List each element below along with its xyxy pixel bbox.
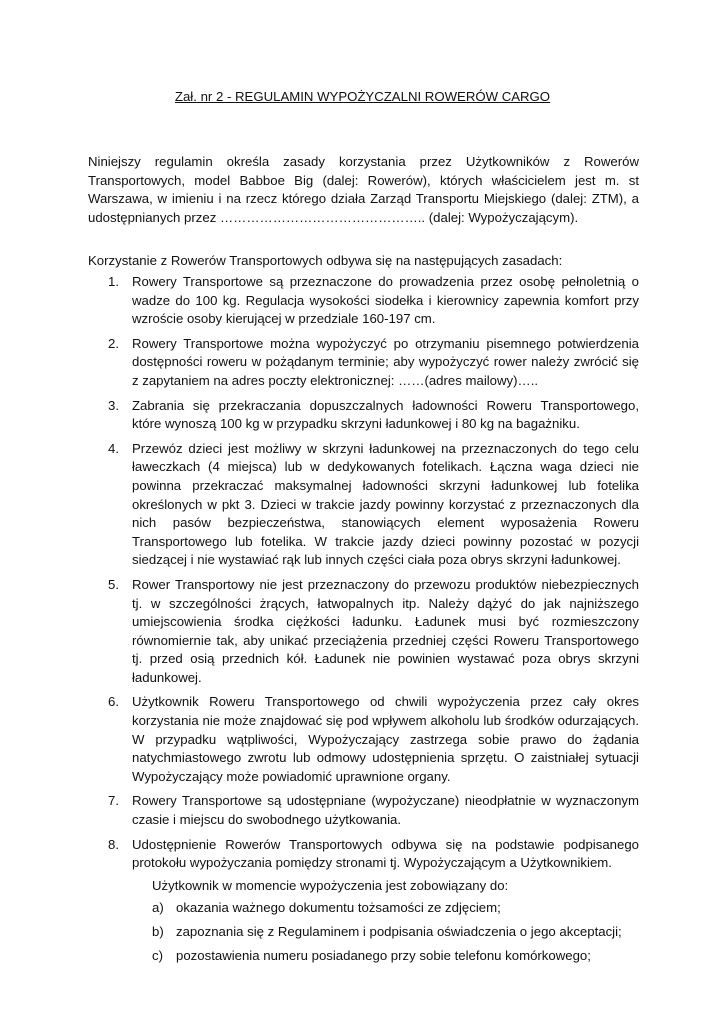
rule-item — [88, 792, 639, 829]
rule-item — [88, 335, 639, 391]
rule-item — [88, 440, 639, 570]
sub-item — [132, 947, 639, 966]
rule-text: Udostępnienie Rowerów Transportowych odbywa się na podstawie podpisanego protokołu wypożyczania pomiędzy stronami tj. Wypożyczającym a Użytkownikiem. — [132, 836, 639, 871]
rule-sub-intro: Użytkownik w momencie wypożyczenia jest zobowiązany do: — [152, 877, 509, 893]
rule-number: 2. — [108, 335, 119, 351]
rules-list — [88, 273, 639, 971]
rule-text: Przewóz dzieci jest możliwy w skrzyni ładunkowej na przeznaczonych do tego celu ławeczkach (4 miejsca) lub w dedykowanych fotelikach. Łączna waga dzieci nie powinna przekraczać maksymalnej ładowności skrzyni ładunkowej lub fotelika określonych w pkt 3. Dzieci w trakcie jazdy powinny korzystać z przeznaczonych dla nich pasów bezpieczeństwa, stanowiących element wyposażenia Roweru Transportowego lub fotelika. W trakcie jazdy dzieci powinny pozostać w pozycji siedzącej i nie wystawiać rąk lub innych części ciała poza obrys skrzyni ładunkowej. — [132, 440, 639, 568]
rule-item — [88, 693, 639, 786]
sub-item-text: pozostawienia numeru posiadanego przy sobie telefonu komórkowego; — [176, 947, 591, 963]
rules-lead: Korzystanie z Rowerów Transportowych odbywa się na następujących zasadach: — [88, 253, 563, 268]
rule-number: 7. — [108, 793, 119, 809]
rule-number: 3. — [108, 397, 119, 413]
rule-text: Rowery Transportowe są udostępniane (wypożyczane) nieodpłatnie w wyznaczonym czasie i miejscu do swobodnego użytkowania. — [132, 793, 639, 828]
rule-text: Rowery Transportowe można wypożyczyć po otrzymaniu pisemnego potwierdzenia dostępności roweru w pożądanym terminie; aby wypożyczyć rower należy zwrócić się z zapytaniem na adres poczty elektronicznej: ……(adres mailowy)….. — [132, 335, 639, 388]
rule-number: 5. — [108, 576, 119, 592]
sub-item — [132, 899, 639, 918]
sub-item-letter: c) — [152, 947, 163, 963]
rule-item — [88, 397, 639, 434]
rule-number: 6. — [108, 694, 119, 710]
document-title: Zał. nr 2 - REGULAMIN WYPOŻYCZALNI ROWERÓW CARGO — [174, 89, 551, 104]
rule-number: 1. — [108, 274, 119, 289]
rule-text: Użytkownik Roweru Transportowego od chwili wypożyczenia przez cały okres korzystania nie może znajdować się pod wpływem alkoholu lub środków odurzających. W przypadku wątpliwości, Wypożyczający zastrzega sobie prawo do żądania natychmiastowego zwrotu lub odmowy udostępnienia sprzętu. O zaistniałej sytuacji Wypożyczający może powiadomić uprawnione organy. — [132, 694, 639, 784]
rule-text: Rower Transportowy nie jest przeznaczony do przewozu produktów niebezpiecznych tj. w szczególności żrących, łatwopalnych itp. Należy dążyć do jak najniższego umiejscowienia środka ciężkości ładunku. Ładunek musi być rozmieszczony równomiernie tak, aby unikać przeciążenia przedniej części Roweru Transportowego tj. przed osią przednich kół. Ładunek nie powinien wystawać poza obrys skrzyni ładunkowej. — [132, 576, 639, 685]
sub-item — [132, 923, 639, 942]
intro-paragraph: Niniejszy regulamin określa zasady korzystania przez Użytkowników z Rowerów Transportowych, model Babboe Big (dalej: Rowerów), których właścicielem jest m. st Warszawa, w imieniu i na rzecz którego działa Zarząd Transportu Miejskiego (dalej: ZTM), a udostępnianych przez ……………………………………….. (dalej: Wypożyczającym). — [88, 154, 639, 225]
rule-item — [88, 576, 639, 688]
sub-item-text: okazania ważnego dokumentu tożsamości ze zdjęciem; — [176, 900, 501, 916]
sub-item-text: zapoznania się z Regulaminem i podpisania oświadczenia o jego akceptacji; — [176, 924, 622, 939]
rule-number: 4. — [108, 440, 119, 456]
rule-text: Zabrania się przekraczania dopuszczalnych ładowności Roweru Transportowego, które wynoszą 100 kg w przypadku skrzyni ładunkowej i 80 kg na bagażniku. — [132, 397, 639, 432]
rule-item — [88, 273, 639, 329]
rule-item — [88, 836, 639, 966]
sub-item-letter: b) — [152, 924, 164, 939]
rule-number: 8. — [108, 836, 119, 852]
sub-item-letter: a) — [152, 900, 164, 916]
sub-list — [132, 899, 639, 965]
rule-text: Rowery Transportowe są przeznaczone do prowadzenia przez osobę pełnoletnią o wadze do 100 kg. Regulacja wysokości siodełka i kierownicy zapewnia komfort przy wzroście osoby kierującej w przedziale 160-197 cm. — [132, 274, 639, 327]
